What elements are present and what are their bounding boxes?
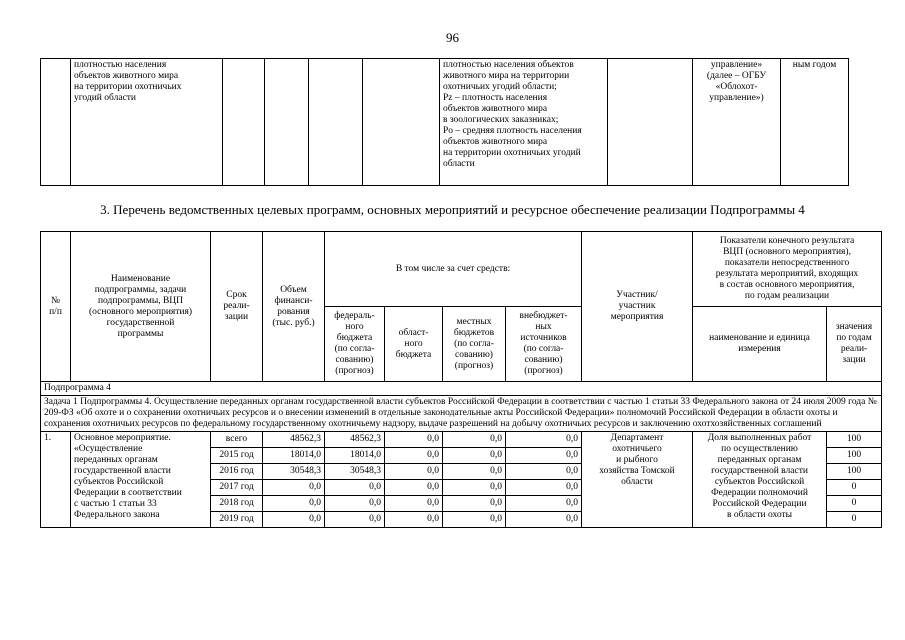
year-extra: 0,0: [506, 432, 582, 448]
year-value: 100: [827, 432, 882, 448]
col-header-local: местных бюджетов (по согла- сованию) (прогноз): [443, 307, 506, 382]
year-local: 0,0: [443, 480, 506, 496]
year-term: 2017 год: [211, 480, 263, 496]
col-header-ind-name: наименование и единица измерения: [693, 307, 827, 382]
page-number: 96: [446, 30, 459, 45]
year-local: 0,0: [443, 432, 506, 448]
cont-cell: [309, 59, 363, 186]
year-local: 0,0: [443, 496, 506, 512]
year-value: 0: [827, 496, 882, 512]
year-local: 0,0: [443, 512, 506, 528]
year-volume: 0,0: [263, 496, 325, 512]
year-term: 2018 год: [211, 496, 263, 512]
year-regional: 0,0: [385, 432, 443, 448]
year-federal: 0,0: [325, 480, 385, 496]
row-participant: Департамент охотничьего и рыбного хозяйства Томской области: [582, 432, 693, 528]
row-num: 1.: [41, 432, 71, 528]
year-volume: 0,0: [263, 480, 325, 496]
cont-cell: [265, 59, 309, 186]
col-header-term: Срок реали- зации: [211, 232, 263, 382]
year-extra: 0,0: [506, 512, 582, 528]
section-title: 3. Перечень ведомственных целевых программ, основных мероприятий и ресурсное обеспечение реализации Подпрограммы 4: [100, 202, 805, 217]
cont-cell: [41, 59, 71, 186]
year-regional: 0,0: [385, 512, 443, 528]
cont-indicator-text: плотностью населения объектов животного мира на территории охотничьих угодий области: [71, 59, 223, 186]
year-volume: 48562,3: [263, 432, 325, 448]
cont-formula-text: плотностью населения объектов животного мира на территории охотничьих угодий области; Pz – плотность населения объектов животного мира в зоологических заказниках; Po – средняя плотность населения объектов животного мира на территории охотничьих угодий области: [440, 59, 608, 186]
year-volume: 18014,0: [263, 448, 325, 464]
year-volume: 0,0: [263, 512, 325, 528]
col-header-participant: Участник/ участник мероприятия: [582, 232, 693, 382]
year-value: 0: [827, 512, 882, 528]
year-federal: 30548,3: [325, 464, 385, 480]
col-header-federal: федераль- ного бюджета (по согла- сованию) (прогноз): [325, 307, 385, 382]
year-federal: 18014,0: [325, 448, 385, 464]
col-header-incl: В том числе за счет средств:: [325, 232, 582, 307]
col-header-extra: внебюджет- ных источников (по согла- сованию) (прогноз): [506, 307, 582, 382]
year-federal: 0,0: [325, 512, 385, 528]
cont-period-text: ным годом: [781, 59, 849, 186]
year-extra: 0,0: [506, 448, 582, 464]
year-federal: 48562,3: [325, 432, 385, 448]
year-regional: 0,0: [385, 464, 443, 480]
year-local: 0,0: [443, 464, 506, 480]
col-header-num: № п/п: [41, 232, 71, 382]
year-federal: 0,0: [325, 496, 385, 512]
year-value: 100: [827, 464, 882, 480]
year-regional: 0,0: [385, 480, 443, 496]
program-table: [40, 231, 882, 528]
cont-cell: [363, 59, 440, 186]
year-regional: 0,0: [385, 448, 443, 464]
year-value: 100: [827, 448, 882, 464]
subprogram-label: Подпрограмма 4: [41, 382, 882, 396]
year-volume: 30548,3: [263, 464, 325, 480]
col-header-indicators: Показатели конечного результата ВЦП (основного мероприятия), показатели непосредственного результата мероприятий, входящих в состав основного мероприятия, по годам реализации: [693, 232, 882, 307]
row-indicator: Доля выполненных работ по осуществлению переданных органам государственной власти субъектов Российской Федерации полномочий Российской Федерации в области охоты: [693, 432, 827, 528]
year-term: 2019 год: [211, 512, 263, 528]
year-term: всего: [211, 432, 263, 448]
col-header-volume: Объем финанси- рования (тыс. руб.): [263, 232, 325, 382]
task-text: Задача 1 Подпрограммы 4. Осуществление переданных органам государственной власти субъектов Российской Федерации в соответствии с частью 1 статьи 33 Федерального закона от 24 июля 2009 года № 209-ФЗ «Об охоте и о сохранении охотничьих ресурсов и о внесении изменений в отдельные законодательные акты Российской Федерации» полномочий Российской Федерации в области охоты и сохранения охотничьих ресурсов по федеральному государственному охотничьему надзору, выдаче разрешений на добычу охотничьих ресурсов и заключению охотхозяйственных соглашений: [41, 396, 882, 432]
row-name: Основное мероприятие. «Осуществление переданных органам государственной власти субъектов Российской Федерации в соответствии с частью 1 статьи 33 Федерального закона: [71, 432, 211, 528]
year-extra: 0,0: [506, 464, 582, 480]
year-term: 2015 год: [211, 448, 263, 464]
cont-org-text: управление» (далее – ОГБУ «Облохот- управление»): [693, 59, 781, 186]
year-regional: 0,0: [385, 496, 443, 512]
cont-cell: [608, 59, 693, 186]
year-local: 0,0: [443, 448, 506, 464]
year-extra: 0,0: [506, 480, 582, 496]
col-header-ind-values: значения по годам реали- зации: [827, 307, 882, 382]
col-header-regional: област- ного бюджета: [385, 307, 443, 382]
year-term: 2016 год: [211, 464, 263, 480]
col-header-name: Наименование подпрограммы, задачи подпрограммы, ВЦП (основного мероприятия) государственной программы: [71, 232, 211, 382]
year-value: 0: [827, 480, 882, 496]
year-extra: 0,0: [506, 496, 582, 512]
continuation-table: [40, 58, 905, 186]
cont-cell: [223, 59, 265, 186]
